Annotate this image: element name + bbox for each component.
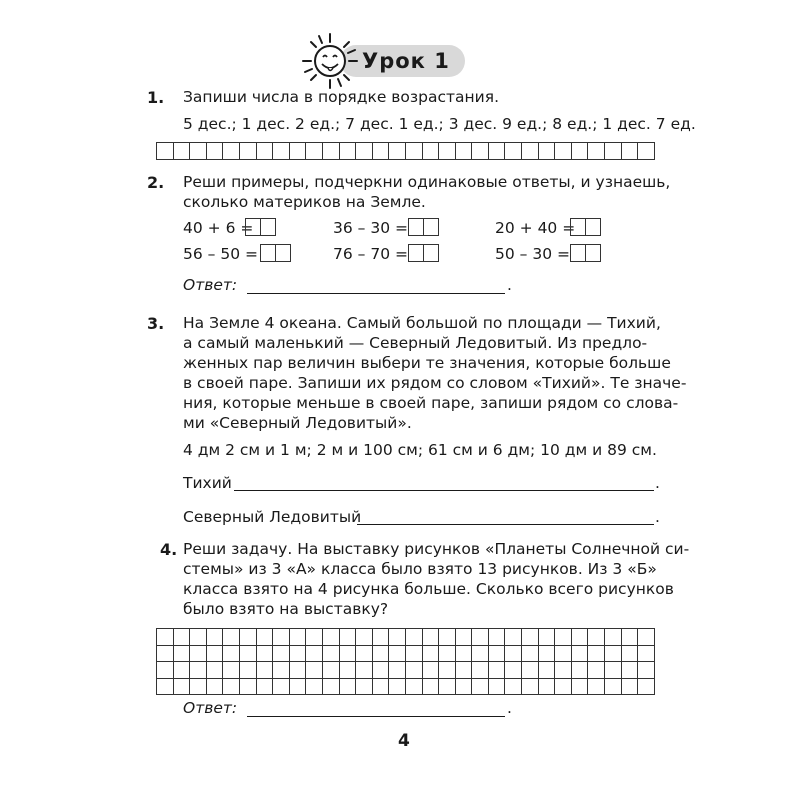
grid-cell[interactable] [339, 143, 356, 160]
grid-cell[interactable] [306, 678, 323, 695]
grid-cell[interactable] [206, 143, 223, 160]
grid-cell[interactable] [372, 662, 389, 679]
grid-cell[interactable] [488, 645, 505, 662]
task-4-line-4: было взято на выставку? [183, 600, 389, 618]
grid-cell[interactable] [455, 629, 472, 646]
grid-cell[interactable] [322, 662, 339, 679]
example-4: 56 – 50 = [183, 245, 258, 263]
grid-cell[interactable] [588, 678, 605, 695]
grid-cell[interactable] [190, 143, 207, 160]
grid-cell[interactable] [206, 645, 223, 662]
grid-cell[interactable] [455, 143, 472, 160]
grid-cell[interactable] [472, 678, 489, 695]
grid-cell[interactable] [472, 662, 489, 679]
grid-cell[interactable] [389, 629, 406, 646]
grid-cell[interactable] [638, 645, 655, 662]
example-2: 36 – 30 = [333, 219, 408, 237]
grid-cell[interactable] [555, 143, 572, 160]
grid-cell[interactable] [522, 645, 539, 662]
task-1-data: 5 дес.; 1 дес. 2 ед.; 7 дес. 1 ед.; 3 дес. 9 ед.; 8 ед.; 1 дес. 7 ед. [183, 115, 696, 133]
grid-cell[interactable] [571, 143, 588, 160]
arctic-period: . [655, 508, 660, 526]
grid-cell[interactable] [505, 678, 522, 695]
task-2-line-1: Реши примеры, подчеркни одинаковые ответы, и узнаешь, [183, 173, 671, 191]
task-3-number: 3. [147, 314, 165, 333]
grid-cell[interactable] [605, 629, 622, 646]
grid-cell[interactable] [289, 645, 306, 662]
grid-cell[interactable] [389, 143, 406, 160]
example-2-answer-boxes[interactable] [408, 218, 438, 236]
grid-cell[interactable] [555, 678, 572, 695]
grid-cell[interactable] [173, 143, 190, 160]
grid-cell[interactable] [405, 662, 422, 679]
grid-cell[interactable] [306, 645, 323, 662]
grid-cell[interactable] [356, 645, 373, 662]
lesson-header [300, 40, 465, 82]
grid-cell[interactable] [455, 662, 472, 679]
grid-cell[interactable] [389, 662, 406, 679]
task-2-line-2: сколько материков на Земле. [183, 193, 426, 211]
task-3-line-4: в своей паре. Запиши их рядом со словом «Тихий». Те значе- [183, 374, 687, 392]
grid-cell[interactable] [605, 678, 622, 695]
grid-cell[interactable] [273, 629, 290, 646]
grid-cell[interactable] [571, 678, 588, 695]
task-2-number: 2. [147, 173, 165, 192]
arctic-answer-line[interactable] [357, 524, 654, 525]
grid-cell[interactable] [389, 645, 406, 662]
pacific-answer-line[interactable] [234, 490, 654, 491]
grid-cell[interactable] [372, 678, 389, 695]
grid-cell[interactable] [605, 645, 622, 662]
grid-cell[interactable] [472, 645, 489, 662]
grid-cell[interactable] [356, 629, 373, 646]
grid-cell[interactable] [173, 678, 190, 695]
grid-cell[interactable] [505, 143, 522, 160]
grid-cell[interactable] [488, 143, 505, 160]
grid-cell[interactable] [322, 143, 339, 160]
grid-cell[interactable] [571, 662, 588, 679]
grid-cell[interactable] [256, 629, 273, 646]
task-2-answer-line[interactable] [247, 293, 505, 294]
grid-cell[interactable] [422, 143, 439, 160]
grid-cell[interactable] [538, 662, 555, 679]
task-4-solution-grid[interactable] [156, 628, 655, 695]
grid-cell[interactable] [422, 678, 439, 695]
grid-cell[interactable] [223, 645, 240, 662]
grid-cell[interactable] [339, 662, 356, 679]
grid-cell[interactable] [356, 662, 373, 679]
smiling-sun-icon [300, 31, 360, 91]
grid-cell[interactable] [256, 645, 273, 662]
grid-cell[interactable] [157, 143, 174, 160]
grid-cell[interactable] [356, 678, 373, 695]
task-1-answer-grid[interactable] [156, 142, 655, 160]
grid-cell[interactable] [621, 662, 638, 679]
grid-cell[interactable] [339, 645, 356, 662]
grid-cell[interactable] [488, 629, 505, 646]
grid-cell[interactable] [273, 678, 290, 695]
grid-cell[interactable] [488, 678, 505, 695]
grid-cell[interactable] [571, 645, 588, 662]
grid-cell[interactable] [621, 143, 638, 160]
grid-cell[interactable] [339, 678, 356, 695]
grid-cell[interactable] [505, 662, 522, 679]
task-2-answer-period: . [507, 276, 512, 294]
lesson-title: Урок 1 [362, 49, 450, 73]
grid-cell[interactable] [389, 678, 406, 695]
grid-cell[interactable] [239, 629, 256, 646]
example-4-answer-boxes[interactable] [260, 244, 290, 262]
arctic-label: Северный Ледовитый [183, 508, 362, 526]
example-1: 40 + 6 = [183, 219, 254, 237]
example-3-answer-boxes[interactable] [570, 218, 600, 236]
grid-cell[interactable] [638, 662, 655, 679]
grid-cell[interactable] [605, 662, 622, 679]
task-4-answer-label: Ответ: [183, 699, 238, 717]
example-6: 50 – 30 = [495, 245, 570, 263]
grid-cell[interactable] [306, 662, 323, 679]
grid-cell[interactable] [439, 662, 456, 679]
grid-cell[interactable] [339, 629, 356, 646]
grid-cell[interactable] [223, 662, 240, 679]
grid-cell[interactable] [505, 645, 522, 662]
grid-cell[interactable] [505, 629, 522, 646]
grid-cell[interactable] [289, 678, 306, 695]
grid-cell[interactable] [555, 629, 572, 646]
grid-cell[interactable] [621, 678, 638, 695]
grid-cell[interactable] [621, 629, 638, 646]
grid-cell[interactable] [239, 143, 256, 160]
grid-cell[interactable] [405, 629, 422, 646]
grid-cell[interactable] [273, 143, 290, 160]
grid-cell[interactable] [239, 645, 256, 662]
grid-cell[interactable] [273, 662, 290, 679]
grid-cell[interactable] [322, 629, 339, 646]
grid-cell[interactable] [522, 143, 539, 160]
task-3-line-1: На Земле 4 океана. Самый большой по площади — Тихий, [183, 314, 661, 332]
grid-cell[interactable] [223, 678, 240, 695]
task-2-answer-label: Ответ: [183, 276, 238, 294]
grid-cell[interactable] [638, 629, 655, 646]
grid-cell[interactable] [555, 645, 572, 662]
grid-cell[interactable] [173, 645, 190, 662]
task-3-line-3: женных пар величин выбери те значения, которые больше [183, 354, 671, 372]
pacific-period: . [655, 474, 660, 492]
grid-cell[interactable] [256, 678, 273, 695]
grid-cell[interactable] [157, 678, 174, 695]
task-4-answer-period: . [507, 699, 512, 717]
grid-cell[interactable] [621, 645, 638, 662]
grid-cell[interactable] [372, 143, 389, 160]
pacific-label: Тихий [183, 474, 232, 492]
grid-cell[interactable] [239, 678, 256, 695]
grid-cell[interactable] [289, 143, 306, 160]
grid-cell[interactable] [206, 629, 223, 646]
grid-cell[interactable] [538, 143, 555, 160]
grid-cell[interactable] [405, 143, 422, 160]
grid-cell[interactable] [522, 662, 539, 679]
grid-cell[interactable] [588, 629, 605, 646]
grid-cell[interactable] [273, 645, 290, 662]
grid-cell[interactable] [356, 143, 373, 160]
grid-cell[interactable] [190, 678, 207, 695]
grid-cell[interactable] [157, 645, 174, 662]
grid-cell[interactable] [405, 678, 422, 695]
grid-cell[interactable] [223, 143, 240, 160]
example-5: 76 – 70 = [333, 245, 408, 263]
grid-cell[interactable] [306, 143, 323, 160]
grid-cell[interactable] [322, 678, 339, 695]
grid-cell[interactable] [157, 662, 174, 679]
task-4-line-1: Реши задачу. На выставку рисунков «Планеты Солнечной си- [183, 540, 690, 558]
grid-cell[interactable] [256, 143, 273, 160]
grid-cell[interactable] [538, 645, 555, 662]
grid-cell[interactable] [372, 629, 389, 646]
task-4-line-3: класса взято на 4 рисунка больше. Сколько всего рисунков [183, 580, 674, 598]
grid-cell[interactable] [157, 629, 174, 646]
grid-cell[interactable] [538, 678, 555, 695]
grid-cell[interactable] [638, 143, 655, 160]
grid-cell[interactable] [439, 629, 456, 646]
grid-cell[interactable] [190, 645, 207, 662]
grid-cell[interactable] [555, 662, 572, 679]
example-6-answer-boxes[interactable] [570, 244, 600, 262]
grid-cell[interactable] [173, 662, 190, 679]
task-4-line-2: стемы» из 3 «А» класса было взято 13 рисунков. Из 3 «Б» [183, 560, 657, 578]
grid-cell[interactable] [422, 645, 439, 662]
grid-cell[interactable] [588, 662, 605, 679]
grid-cell[interactable] [223, 629, 240, 646]
example-5-answer-boxes[interactable] [408, 244, 438, 262]
task-3-line-5: ния, которые меньше в своей паре, запиши рядом со слова- [183, 394, 679, 412]
grid-cell[interactable] [422, 662, 439, 679]
grid-cell[interactable] [455, 678, 472, 695]
task-3-values: 4 дм 2 см и 1 м; 2 м и 100 см; 61 см и 6 дм; 10 дм и 89 см. [183, 441, 657, 459]
task-3-line-2: а самый маленький — Северный Ледовитый. Из предло- [183, 334, 648, 352]
grid-cell[interactable] [206, 662, 223, 679]
grid-cell[interactable] [439, 678, 456, 695]
grid-cell[interactable] [638, 678, 655, 695]
page-number: 4 [398, 731, 410, 751]
grid-cell[interactable] [190, 662, 207, 679]
grid-cell[interactable] [588, 143, 605, 160]
grid-cell[interactable] [488, 662, 505, 679]
grid-cell[interactable] [538, 629, 555, 646]
grid-cell[interactable] [289, 662, 306, 679]
grid-cell[interactable] [439, 645, 456, 662]
grid-cell[interactable] [422, 629, 439, 646]
grid-cell[interactable] [405, 645, 422, 662]
grid-cell[interactable] [522, 629, 539, 646]
grid-cell[interactable] [372, 645, 389, 662]
grid-cell[interactable] [522, 678, 539, 695]
grid-cell[interactable] [306, 629, 323, 646]
grid-cell[interactable] [190, 629, 207, 646]
grid-cell[interactable] [455, 645, 472, 662]
grid-cell[interactable] [472, 143, 489, 160]
grid-cell[interactable] [439, 143, 456, 160]
grid-cell[interactable] [206, 678, 223, 695]
grid-cell[interactable] [173, 629, 190, 646]
grid-cell[interactable] [239, 662, 256, 679]
grid-cell[interactable] [588, 645, 605, 662]
grid-cell[interactable] [472, 629, 489, 646]
task-3-line-6: ми «Северный Ледовитый». [183, 414, 412, 432]
grid-cell[interactable] [289, 629, 306, 646]
task-4-answer-line[interactable] [247, 716, 505, 717]
task-1-number: 1. [147, 88, 165, 107]
task-1-text: Запиши числа в порядке возрастания. [183, 88, 500, 106]
grid-cell[interactable] [322, 645, 339, 662]
task-4-number: 4. [160, 540, 178, 559]
grid-cell[interactable] [605, 143, 622, 160]
example-1-answer-boxes[interactable] [245, 218, 275, 236]
grid-cell[interactable] [571, 629, 588, 646]
example-3: 20 + 40 = [495, 219, 576, 237]
grid-cell[interactable] [256, 662, 273, 679]
